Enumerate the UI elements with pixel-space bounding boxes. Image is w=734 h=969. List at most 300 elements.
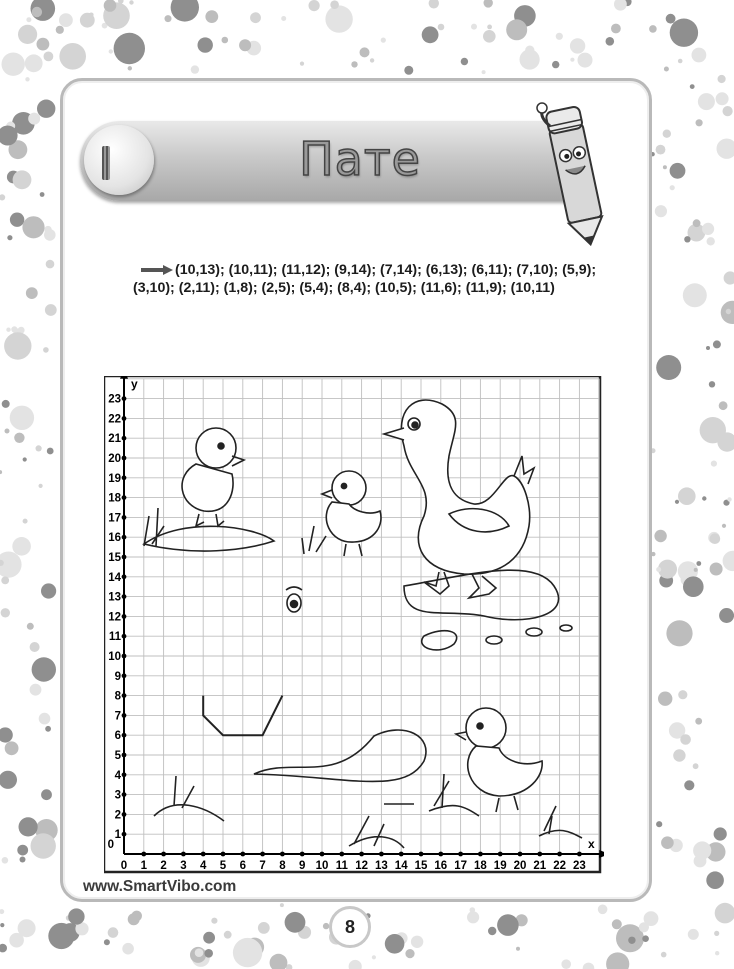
x-tick-label: 9 [298, 860, 306, 872]
polka-dot [285, 912, 306, 933]
polka-dot [719, 401, 728, 410]
polka-dot [385, 934, 405, 954]
y-tick-label: 9 [114, 670, 121, 683]
polka-dot [611, 24, 621, 34]
polka-dot [724, 271, 734, 284]
polka-dot [32, 7, 42, 17]
x-tick-dot [518, 852, 523, 857]
y-tick-dot [122, 792, 127, 797]
polka-dot [25, 54, 43, 72]
polka-dot [422, 26, 439, 43]
x-tick-dot [240, 852, 245, 857]
polka-dot [45, 726, 51, 732]
x-axis-arrow-icon [599, 850, 604, 858]
pencil-mascot-icon [530, 96, 620, 246]
polka-dot [59, 13, 73, 27]
polka-dot [716, 92, 729, 105]
polka-dot [258, 922, 270, 934]
polka-dot [30, 684, 42, 696]
x-tick-dot [339, 852, 344, 857]
polka-dot [488, 927, 496, 935]
polka-dot [45, 304, 57, 316]
polka-dot [31, 833, 56, 858]
polka-dot [656, 567, 661, 572]
polka-dot [678, 690, 687, 699]
grid-frame [104, 376, 600, 872]
polka-dot [198, 37, 213, 52]
polka-dot [0, 470, 2, 474]
y-tick-label: 3 [114, 789, 121, 802]
polka-dot [664, 67, 669, 72]
polka-dot [108, 927, 119, 938]
x-tick-dot [438, 852, 443, 857]
x-tick-label: 5 [219, 860, 227, 872]
polka-dot [666, 14, 676, 24]
polka-dot [330, 0, 339, 9]
x-tick-dot [141, 852, 146, 857]
x-tick-label: 16 [434, 860, 448, 872]
polka-dot [224, 931, 232, 939]
polka-dot [639, 922, 649, 932]
polka-dot [351, 61, 357, 67]
x-tick-label: 21 [533, 860, 547, 872]
polka-dot [28, 113, 40, 125]
y-tick-label: 23 [108, 393, 121, 406]
x-tick-label: 14 [394, 860, 408, 872]
x-tick-label: 4 [199, 860, 207, 872]
polka-dot [122, 943, 134, 955]
polka-dot [516, 947, 520, 951]
polka-dot [561, 959, 571, 969]
polka-dot [680, 734, 691, 745]
arrow-right-icon [141, 265, 173, 275]
y-tick-label: 1 [114, 829, 121, 842]
polka-dot [612, 919, 622, 929]
polka-dot [678, 59, 683, 64]
polka-dot [673, 749, 685, 761]
x-tick-dot [260, 852, 265, 857]
polka-dot [26, 287, 38, 299]
y-axis-arrow-icon [120, 376, 128, 379]
y-tick-label: 2 [114, 809, 121, 822]
y-tick-dot [122, 634, 127, 639]
polka-dot [5, 429, 10, 434]
y-tick-label: 16 [108, 532, 121, 545]
x-tick-label: 3 [180, 860, 187, 872]
y-tick-dot [122, 456, 127, 461]
y-tick-dot [122, 654, 127, 659]
polka-dot [10, 213, 24, 227]
y-tick-dot [122, 436, 127, 441]
polka-dot [487, 25, 492, 30]
x-tick-label: 15 [414, 860, 428, 872]
polka-dot [656, 145, 666, 155]
polka-dot [4, 332, 31, 359]
y-tick-label: 14 [108, 571, 121, 584]
polka-dot [349, 960, 362, 969]
polka-dot [598, 905, 608, 915]
y-tick-dot [122, 396, 127, 401]
y-tick-dot [122, 753, 127, 758]
y-tick-label: 10 [108, 651, 121, 663]
polka-dot [171, 0, 199, 22]
polka-dot [41, 583, 56, 598]
polka-dot [404, 66, 413, 75]
polka-dot [233, 938, 262, 967]
polka-dot [696, 119, 703, 126]
polka-dot [670, 163, 686, 179]
polka-dot [696, 561, 701, 566]
coordinate-list: (10,13); (10,11); (11,12); (9,14); (7,14); (6,13); (6,11); (7,10); (5,9); (3,10); (2,11); (1,8); (2,5); (5,4); (8,4); (10,5); (11,6); (11,9); (10,11) [133, 262, 597, 296]
polka-dot [195, 948, 204, 957]
polka-dot [719, 608, 734, 623]
polka-dot [325, 5, 352, 32]
y-tick-label: 22 [108, 413, 121, 426]
polka-dot [706, 346, 710, 350]
polka-dot [32, 657, 56, 681]
polka-dot [14, 433, 24, 443]
polka-dot [702, 223, 714, 235]
x-tick-dot [399, 852, 404, 857]
polka-dot [722, 524, 726, 528]
polka-dot [656, 355, 681, 380]
x-tick-label: 17 [454, 860, 467, 872]
polka-dot [693, 763, 699, 769]
polka-dot [483, 30, 496, 43]
polka-dot [5, 741, 19, 755]
polka-dot [710, 563, 723, 576]
x-tick-label: 13 [375, 860, 388, 872]
polka-dot [37, 100, 55, 118]
y-tick-label: 17 [108, 512, 121, 525]
y-tick-label: 21 [108, 433, 121, 446]
polka-dot [693, 841, 711, 859]
x-tick-label: 2 [160, 860, 167, 872]
polka-dot [309, 0, 320, 11]
polka-dot [570, 38, 585, 53]
polka-dot [40, 192, 45, 197]
polka-dot [461, 58, 468, 65]
polka-dot [381, 38, 386, 43]
polka-dot [128, 913, 140, 925]
polka-dot [59, 43, 86, 70]
polka-dot [0, 727, 13, 742]
polka-dot [684, 236, 690, 242]
x-tick-label: 6 [239, 860, 247, 872]
x-tick-dot [557, 852, 562, 857]
y-tick-label: 19 [108, 472, 121, 485]
banner-circle [84, 125, 154, 195]
polka-dot [1, 608, 10, 617]
polka-dot [27, 623, 34, 630]
polka-dot [204, 949, 213, 958]
y-tick-label: 11 [108, 631, 121, 644]
polka-dot [211, 918, 217, 924]
polka-dot [11, 326, 17, 332]
page-title: Пате [299, 132, 421, 186]
y-tick-label: 20 [108, 453, 121, 465]
polka-dot [556, 33, 563, 40]
polka-dot [191, 65, 199, 73]
polka-dot [2, 400, 10, 408]
polka-dot [717, 139, 734, 159]
polka-dot [715, 951, 719, 955]
polka-dot [80, 13, 95, 28]
polka-dot [13, 170, 32, 189]
y-tick-dot [122, 555, 127, 560]
polka-dot [41, 789, 52, 800]
polka-dot [104, 939, 110, 945]
polka-dot [129, 0, 133, 4]
polka-dot [570, 58, 574, 62]
polka-dot [56, 26, 64, 34]
x-tick-label: 18 [474, 860, 487, 872]
polka-dot [520, 49, 540, 69]
polka-dot [23, 457, 27, 461]
polka-dot [18, 25, 37, 44]
polka-dot [36, 445, 42, 451]
polka-dot [683, 576, 704, 597]
polka-dot [17, 845, 28, 856]
polka-dot [692, 48, 707, 63]
polka-dot [46, 260, 55, 269]
y-tick-dot [122, 772, 127, 777]
polka-dot [300, 62, 304, 66]
polka-dot [661, 836, 674, 849]
polka-dot [405, 949, 414, 958]
polka-dot [281, 16, 286, 21]
y-tick-dot [122, 594, 127, 599]
polka-dot [7, 235, 12, 240]
y-tick-dot [122, 693, 127, 698]
x-tick-dot [359, 852, 364, 857]
y-tick-dot [122, 614, 127, 619]
y-tick-label: 0 [107, 839, 114, 851]
polka-dot [683, 283, 707, 307]
polka-dot [0, 944, 7, 953]
polka-dot [43, 347, 49, 353]
polka-dot [723, 106, 733, 116]
polka-dot [370, 58, 374, 62]
polka-dot [25, 77, 29, 81]
x-axis-label: x [588, 837, 595, 851]
polka-dot [239, 39, 251, 51]
polka-dot [649, 25, 657, 33]
polka-dot [250, 12, 261, 23]
polka-dot [0, 923, 4, 927]
polka-dot [165, 15, 172, 22]
polka-dot [497, 914, 519, 936]
polka-dot [26, 17, 31, 22]
polka-dot [726, 309, 731, 314]
polka-dot [372, 955, 376, 959]
polka-dot [114, 33, 145, 64]
polka-dot [714, 931, 719, 936]
polka-dot [2, 52, 25, 75]
x-tick-dot [379, 852, 384, 857]
polka-dot [606, 37, 615, 46]
polka-dot [715, 903, 734, 924]
polka-dot [506, 19, 527, 40]
y-tick-label: 12 [108, 611, 121, 624]
polka-dot [606, 952, 629, 969]
y-tick-dot [122, 535, 127, 540]
polka-dot [678, 487, 696, 505]
polka-dot [710, 533, 721, 544]
polka-dot [654, 530, 666, 542]
page-number: 8 [329, 906, 371, 948]
x-tick-label: 11 [335, 860, 348, 872]
polka-dot [2, 857, 9, 864]
polka-dot [688, 929, 699, 940]
polka-dot [693, 219, 701, 227]
y-axis-label: y [131, 377, 138, 391]
x-tick-label: 1 [140, 860, 148, 872]
polka-dot [411, 936, 423, 948]
polka-dot [37, 38, 50, 51]
y-tick-dot [122, 673, 127, 678]
polka-dot [360, 47, 370, 57]
polka-dot [0, 771, 17, 789]
x-tick-label: 19 [493, 860, 507, 872]
polka-dot [20, 857, 26, 863]
x-tick-label: 22 [553, 860, 566, 872]
polka-dot [280, 903, 284, 907]
polka-dot [68, 908, 84, 924]
polka-dot [706, 871, 724, 889]
polka-dot [18, 919, 36, 937]
polka-dot [44, 226, 52, 234]
x-tick-label: 10 [315, 860, 329, 872]
polka-dot [438, 24, 445, 31]
polka-dot [47, 448, 54, 455]
polka-dot [203, 932, 215, 944]
polka-dot [663, 165, 667, 169]
polka-dot [711, 461, 717, 467]
y-tick-label: 5 [114, 750, 121, 762]
y-tick-dot [122, 475, 127, 480]
y-tick-label: 15 [108, 552, 121, 564]
polka-dot [628, 937, 635, 944]
y-tick-label: 8 [114, 690, 121, 703]
polka-dot [670, 19, 698, 47]
y-tick-label: 4 [114, 769, 121, 782]
y-tick-dot [122, 495, 127, 500]
y-tick-dot [122, 812, 127, 817]
polka-dot [44, 52, 54, 62]
polka-dot [694, 568, 698, 572]
y-tick-dot [122, 515, 127, 520]
y-tick-dot [122, 733, 127, 738]
polka-dot [690, 84, 695, 89]
polka-dot [222, 37, 229, 44]
y-tick-dot [122, 574, 127, 579]
x-tick-dot [537, 852, 542, 857]
polka-dot [552, 61, 559, 68]
polka-dot [700, 417, 726, 443]
polka-dot [484, 0, 493, 8]
polka-dot [205, 10, 218, 23]
x-tick-label: 0 [120, 860, 128, 872]
polka-dot [6, 328, 10, 332]
banner-bar-icon [102, 146, 110, 180]
x-tick-dot [458, 852, 463, 857]
polka-dot [655, 205, 667, 217]
y-tick-label: 6 [114, 730, 121, 743]
polka-dot [695, 718, 702, 725]
polka-dot [471, 24, 477, 30]
polka-dot [642, 935, 649, 942]
polka-dot [670, 185, 675, 190]
polka-dot [23, 519, 28, 524]
y-tick-dot [122, 416, 127, 421]
polka-dot [718, 75, 726, 83]
x-tick-label: 7 [259, 860, 266, 872]
x-tick-dot [419, 852, 424, 857]
polka-dot [467, 911, 479, 923]
y-tick-label: 7 [114, 710, 121, 723]
polka-dot [0, 194, 5, 200]
x-tick-label: 8 [279, 860, 286, 872]
coordinate-instructions [133, 262, 603, 297]
polka-dot [727, 497, 731, 501]
polka-dot [713, 340, 721, 348]
polka-dot [0, 909, 4, 914]
x-tick-dot [577, 852, 582, 857]
x-tick-dot [161, 852, 166, 857]
polka-dot [666, 620, 692, 646]
polka-dot [128, 66, 132, 70]
polka-dot [658, 692, 672, 706]
x-tick-dot [478, 852, 483, 857]
x-tick-dot [181, 852, 186, 857]
x-tick-dot [300, 852, 305, 857]
polka-dot [482, 70, 486, 74]
polka-dot [684, 780, 694, 790]
website-url[interactable]: www.SmartVibo.com [83, 878, 237, 895]
x-tick-dot [498, 852, 503, 857]
polka-dot [22, 216, 44, 238]
polka-dot [578, 53, 593, 68]
coordinate-grid [104, 376, 604, 876]
y-tick-label: 18 [108, 492, 121, 505]
x-tick-dot [320, 852, 325, 857]
polka-dot [39, 484, 43, 488]
polka-dot [714, 827, 727, 840]
x-tick-dot [280, 852, 285, 857]
polka-dot [12, 537, 31, 556]
polka-dot [663, 130, 671, 138]
polka-dot [614, 0, 627, 11]
x-tick-label: 20 [513, 860, 527, 872]
polka-dot [270, 954, 288, 969]
polka-dot [1, 577, 9, 585]
polka-dot [39, 713, 51, 725]
polka-dot [429, 0, 439, 8]
polka-dot [10, 406, 34, 430]
polka-dot [661, 952, 667, 958]
y-tick-dot [122, 832, 127, 837]
y-tick-dot [122, 713, 127, 718]
x-tick-label: 12 [355, 860, 368, 872]
polka-dot [675, 500, 679, 504]
x-tick-dot [221, 852, 226, 857]
polka-dot [19, 817, 38, 836]
polka-dot [723, 551, 734, 571]
polka-dot [30, 642, 40, 652]
polka-dot [698, 93, 715, 110]
polka-dot [702, 496, 706, 500]
